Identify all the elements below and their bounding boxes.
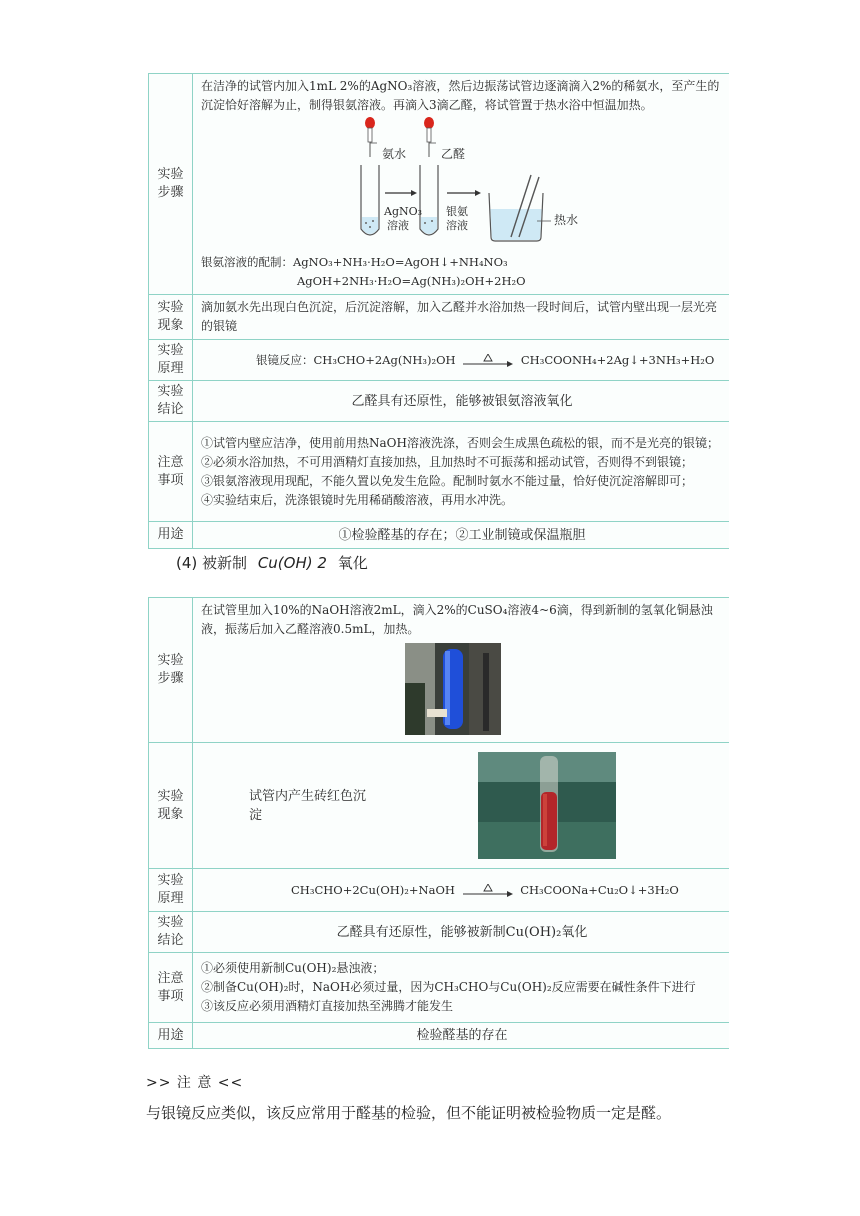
- phenomenon-cell: [193, 743, 730, 869]
- test-tube-1-icon: [361, 165, 379, 235]
- prep-equation-1: 银氨溶液的配制：AgNO₃+NH₃·H₂O=AgOH↓+NH₄NO₃: [201, 255, 508, 269]
- phenomenon-text: 滴加氨水先出现白色沉淀，后沉淀溶解，加入乙醛并水浴加热一段时间后，试管内壁出现一层光亮的银镜: [193, 295, 730, 340]
- steps-cell: [193, 598, 730, 743]
- row-label-principle: 实验原理: [149, 340, 193, 381]
- section-heading: (4) 被新制 Cu(OH) 2 氧化: [176, 554, 368, 572]
- conclusion-text: 乙醛具有还原性，能够被新制Cu(OH)₂氧化: [193, 912, 730, 953]
- equation-right: CH₃COONa+Cu₂O↓+3H₂O: [520, 882, 679, 897]
- note-item: ④实验结束后，洗涤银镜时先用稀硝酸溶液，再用水冲洗。: [201, 492, 514, 507]
- notes-cell: [193, 953, 730, 1023]
- principle-cell: [193, 869, 730, 912]
- note-item: ③该反应必须用酒精灯直接加热至沸腾才能发生: [201, 999, 454, 1013]
- silver-mirror-table: [148, 73, 729, 549]
- apparatus-diagram: [201, 117, 723, 251]
- row-label-usage: 用途: [149, 1023, 193, 1049]
- label-acetaldehyde: 乙醛: [441, 147, 466, 161]
- test-tube-2-icon: [420, 165, 438, 235]
- dropper-acetaldehyde-icon: [424, 117, 436, 157]
- label-agno3: AgNO₃: [384, 205, 423, 218]
- row-label-usage: 用途: [149, 522, 193, 549]
- row-label-conclusion: 实验结论: [149, 381, 193, 422]
- section-number: (4): [176, 554, 198, 572]
- dropper-ammonia-icon: [365, 117, 377, 157]
- principle-cell: [193, 340, 730, 381]
- row-label-steps: 实验步骤: [149, 598, 193, 743]
- phenomenon-text: 试管内产生砖红色沉淀: [249, 788, 367, 823]
- red-precipitate-photo: [478, 752, 616, 859]
- equation-left: CH₃CHO+2Cu(OH)₂+NaOH: [291, 882, 455, 897]
- silver-mirror-equation: [201, 351, 723, 370]
- row-label-phenomenon: 实验现象: [149, 743, 193, 869]
- note-item: ①必须使用新制Cu(OH)₂悬浊液；: [201, 961, 385, 975]
- heating-arrow-icon: [463, 884, 513, 898]
- row-label-steps: 实验步骤: [149, 74, 193, 295]
- cu-oh-formula: Cu(OH) 2: [257, 554, 327, 572]
- usage-text: 检验醛基的存在: [193, 1023, 730, 1049]
- note-item: ②制备Cu(OH)₂时，NaOH必须过量，因为CH₃CHO与Cu(OH)₂反应需要在碱性条件下进行: [201, 980, 696, 994]
- notes-cell: [193, 422, 730, 522]
- label-hot-water: 热水: [554, 213, 579, 227]
- usage-text: ①检验醛基的存在；②工业制镜或保温瓶胆: [193, 522, 730, 549]
- equation-left: CH₃CHO+2Ag(NH₃)₂OH: [313, 352, 456, 367]
- copper-hydroxide-table: [148, 597, 729, 1049]
- beaker-icon: [489, 175, 551, 241]
- note-item: ②必须水浴加热，不可用酒精灯直接加热，且加热时不可振荡和摇动试管，否则得不到银镜；: [201, 454, 694, 469]
- note-item: ③银氨溶液现用现配，不能久置以免发生危险。配制时氨水不能过量，恰好使沉淀溶解即可；: [201, 473, 694, 488]
- row-label-phenomenon: 实验现象: [149, 295, 193, 340]
- blue-test-tube-photo: [405, 643, 501, 735]
- note-item: ①试管内壁应洁净，使用前用热NaOH溶液洗涤，否则会生成黑色疏松的银，而不是光亮的银镜；: [201, 435, 719, 450]
- prep-equation-2: AgOH+2NH₃·H₂O=Ag(NH₃)₂OH+2H₂O: [297, 274, 526, 288]
- row-label-principle: 实验原理: [149, 869, 193, 912]
- note-text: 与银镜反应类似，该反应常用于醛基的检验，但不能证明被检验物质一定是醛。: [146, 1104, 672, 1122]
- equation-right: CH₃COONH₄+2Ag↓+3NH₃+H₂O: [520, 352, 715, 367]
- label-silver-ammonia-solution: 溶液: [446, 219, 468, 232]
- steps-text: 在试管里加入10%的NaOH溶液2mL，滴入2%的CuSO₄溶液4~6滴，得到新制的氢氧化铜悬浊液，振荡后加入乙醛溶液0.5mL，加热。: [201, 603, 713, 636]
- steps-cell: [193, 74, 730, 295]
- note-title: >> 注 意 <<: [146, 1075, 244, 1091]
- label-agno3-solution: 溶液: [387, 219, 409, 232]
- heating-arrow-icon: [463, 354, 513, 368]
- row-label-notes: 注意事项: [149, 422, 193, 522]
- cu-oh-equation: [201, 881, 723, 900]
- row-label-conclusion: 实验结论: [149, 912, 193, 953]
- steps-text: 在洁净的试管内加入1mL 2%的AgNO₃溶液，然后边振荡试管边逐滴滴入2%的稀氨水，至产生的沉淀恰好溶解为止，制得银氨溶液。再滴入3滴乙醛，将试管置于热水浴中恒温加热。: [201, 79, 720, 112]
- label-silver-ammonia: 银氨: [446, 205, 468, 218]
- prep-label: 银氨溶液的配制：: [201, 255, 293, 269]
- principle-prefix: 银镜反应：: [256, 352, 314, 367]
- label-ammonia: 氨水: [382, 147, 407, 161]
- conclusion-text: 乙醛具有还原性，能够被银氨溶液氧化: [193, 381, 730, 422]
- row-label-notes: 注意事项: [149, 953, 193, 1023]
